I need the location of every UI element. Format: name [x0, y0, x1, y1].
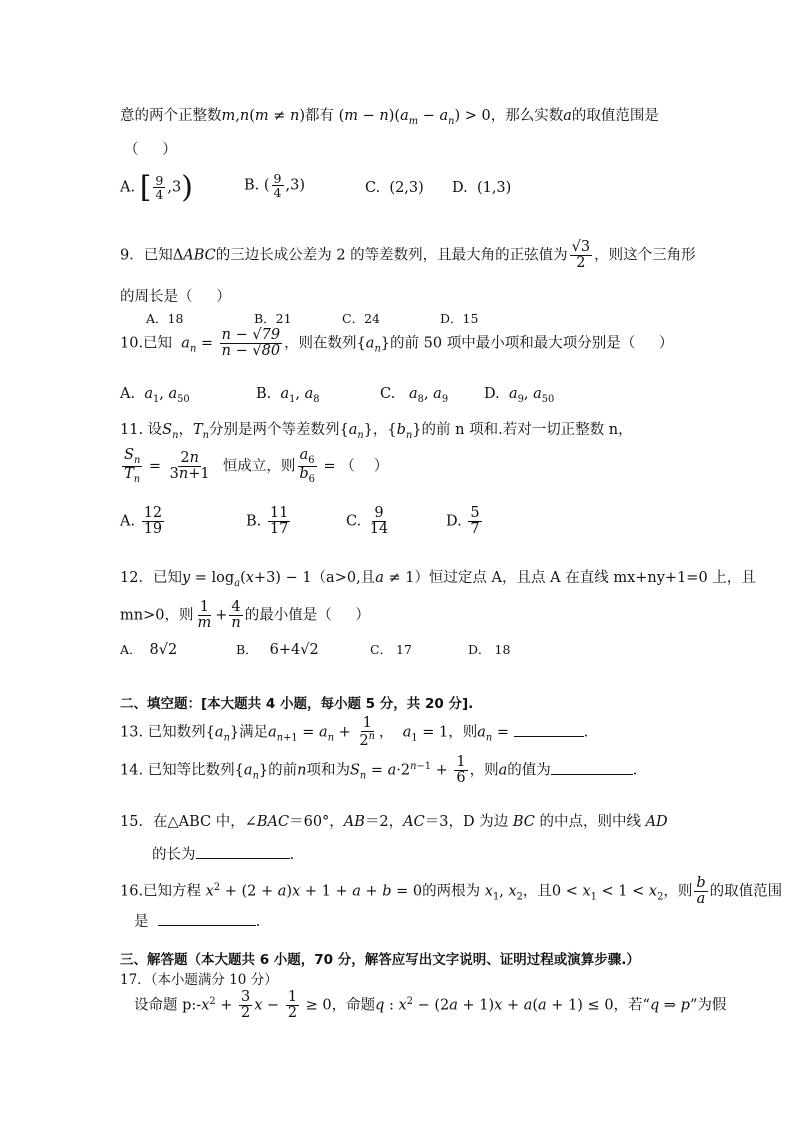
q14-line: 14. 已知等比数列$\{a_n\}$的前n项和为$S_n = a\cdot 2^{n-1}$ + $\frac{1}{6}$ ，则a的值为 . — [120, 754, 638, 787]
q8-text-d: 的取值范围是 — [571, 108, 659, 124]
q12-line2: mn>0，则 $\frac{1}{m}$ + $\frac{4}{n}$ 的最小值是（ ） — [120, 599, 370, 632]
q13-line: 13. 已知数列$\{a_n\}$满足$a_{n+1} = a_n$ + $\frac{1}{2^n}$ ， $a_1 = 1$，则$a_n$ = . — [120, 715, 589, 750]
q16-line1: 16.已知方程 $x^2 + (2 + a)x + 1 + a + b = 0$的两根为 $x_1$, $x_2$，且$0 < x_1 < 1 < x_2$，则 $\frac{b}{a}$ 的取值范围 — [120, 875, 783, 908]
q15-line2: 的长为 . — [152, 843, 294, 864]
q10-option-a[interactable]: A. $a_1$, $a_{50}$ — [120, 386, 190, 405]
q15-answer-blank[interactable] — [196, 844, 290, 859]
q10-line: 10.已知 $a_n$ = $\frac{n - √79}{n - √80}$ ，则在数列$\{a_n\}$的前 50 项中最小项和最大项分别是（ ） — [120, 327, 674, 360]
q12-option-a[interactable]: A． 8√2 — [120, 642, 178, 658]
q8-math-mnn: m ≠ n — [254, 108, 300, 124]
q11-line2: $\frac{S_n}{T_n}$ = $\frac{2n}{3n+1}$ 恒成立，则 $\frac{a_6}{b_6}$ = （ ） — [124, 447, 389, 486]
q8-text-b: 都有 — [305, 108, 335, 124]
q17-head: 17．（本小题满分 10 分） — [120, 972, 278, 988]
q11-option-d[interactable]: D. $\frac{5}{7}$ — [446, 505, 480, 538]
q9-line1: 9．已知ΔABC的三边长成公差为 2 的等差数列，且最大角的正弦值为 $\frac{√3}{2}$ ，则这个三角形 — [120, 239, 696, 272]
q8-option-b[interactable]: B. ( $\frac{9}{4}$ ,3) — [244, 171, 305, 201]
q9-option-a[interactable]: A．18 — [146, 311, 184, 326]
q8-paren: （ ） — [124, 142, 177, 158]
q12-line1: 12．已知$y = \log_a(x+3) - 1(a>0$,且a ≠ 1）恒过定点 A，且点 A 在直线 mx+ny+1=0 上，且 — [120, 570, 756, 589]
q8-math-mn: m,n — [221, 108, 250, 124]
q16-answer-blank[interactable] — [158, 911, 256, 926]
q14-answer-blank[interactable] — [551, 760, 633, 775]
q10-option-c[interactable]: C. $a_8$, $a_9$ — [380, 386, 449, 405]
q15-line1: 15．在△ABC 中，∠BAC＝60°，AB＝2，AC＝3，D 为边 BC 的中点，则中线 AD — [120, 814, 668, 830]
q9-option-d[interactable]: D．15 — [440, 311, 479, 326]
q8-text-c: ，那么实数 — [490, 108, 564, 124]
section-3-heading: 三、解答题（本大题共 6 小题，70 分，解答应写出文字说明、证明过程或演算步骤.） — [120, 952, 640, 968]
q12-option-b[interactable]: B． 6+4√2 — [236, 642, 319, 658]
q11-option-b[interactable]: B. $\frac{11}{17}$ — [246, 505, 289, 538]
q12-option-d[interactable]: D． 18 — [468, 642, 511, 657]
q17-line: 设命题 $p:-x^2$ + $\frac{3}{2}$ x − $\frac{1}{2}$ ≥ 0，命题q : $x^2 - (2a + 1)x + a(a + 1) \le 0$，若“q ⇒ p”为假 — [134, 989, 727, 1022]
q9-option-c[interactable]: C．24 — [342, 311, 380, 326]
q13-answer-blank[interactable] — [514, 722, 584, 737]
q12-option-c[interactable]: C． 17 — [370, 642, 412, 657]
q11-option-a[interactable]: A. $\frac{12}{19}$ — [120, 505, 163, 538]
q9-option-b[interactable]: B．21 — [254, 311, 292, 326]
q8-line1: 意的两个正整数m,n(m ≠ n)都有 $(m - n)(a_m - a_n) > 0$，那么实数a的取值范围是 — [120, 108, 659, 127]
q11-line1: 11. 设$S_n$，$T_n$分别是两个等差数列$\{a_n\}$，$\{b_n\}$的前 n 项和.若对一切正整数 n， — [120, 422, 633, 441]
q8-option-a[interactable]: A. [ $\frac{9}{4}$ ,3) — [120, 170, 193, 205]
q10-option-b[interactable]: B. $a_1$, $a_8$ — [256, 386, 320, 405]
q11-option-c[interactable]: C. $\frac{9}{14}$ — [346, 505, 389, 538]
q9-line2: 的周长是（ ） — [120, 289, 231, 305]
q10-option-d[interactable]: D. $a_9$, $a_{50}$ — [484, 386, 555, 405]
q8-option-c[interactable]: C. (2,3) — [365, 180, 424, 196]
q8-option-d[interactable]: D. (1,3) — [452, 180, 512, 196]
q8-text-a: 意的两个正整数 — [120, 108, 222, 124]
q16-line2: 是 . — [134, 910, 260, 931]
section-2-heading: 二、填空题：[本大题共 4 小题，每小题 5 分，共 20 分]. — [120, 696, 474, 712]
